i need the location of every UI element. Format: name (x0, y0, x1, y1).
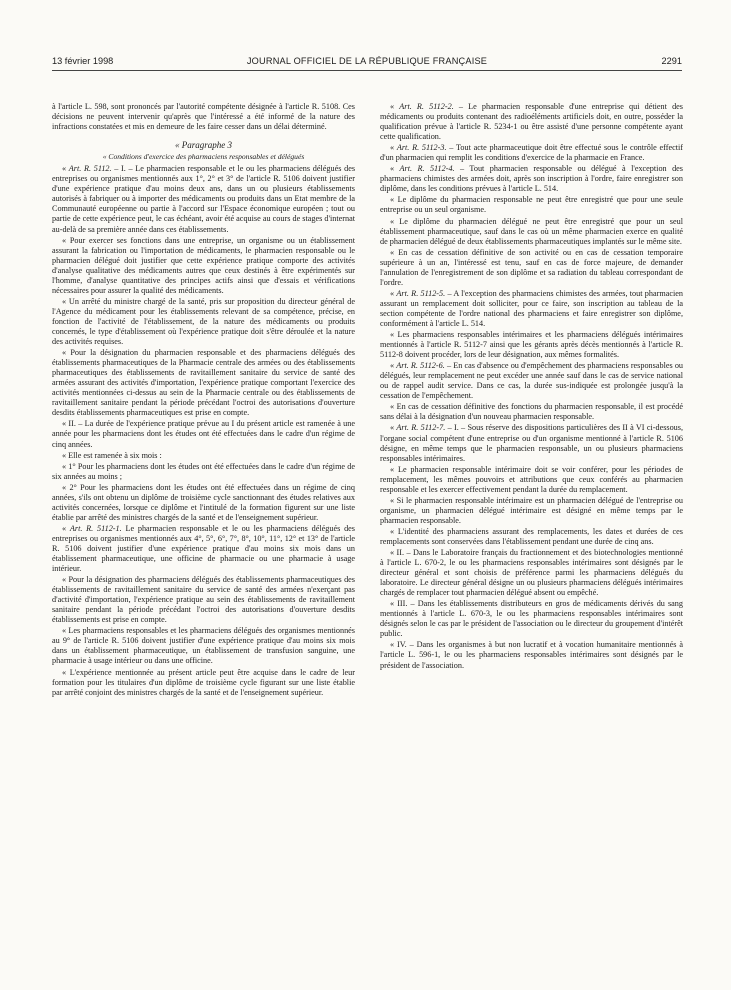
paragraph: à l'article L. 598, sont prononcés par l'autorité compétente désignée à l'article R. 5108. Ces décisions ne peuvent intervenir qu'après que l'intéressé a été informé de la nature des infractions constatées et mis en demeure de les faire cesser dans un délai déterminé. (52, 102, 355, 132)
paragraph: « Les pharmaciens responsables et les pharmaciens délégués des organismes mentionnés au 9° de l'article R. 5106 doivent justifier d'une expérience pratique d'au moins six mois dans un établissement pharmaceutique, un établissement de transfusion sanguine, une pharmacie à usage intérieur ou dans une officine. (52, 626, 355, 666)
article-text: Le pharmacien responsable et le ou les pharmaciens délégués des entreprises ou organismes mentionnés aux 4°, 5°, 6°, 7°, 8°, 10°, 11°, 12° et 13° de l'article R. 5106 doivent justifier d'une expérience pratique d'au moins six mois dans un établissement pharmaceutique, une officine de pharmacie ou une pharmacie à usage intérieur. (52, 523, 355, 574)
paragraph: « Le diplôme du pharmacien délégué ne peut être enregistré que pour un seul établissement pharmaceutique, sauf dans le cas où un même pharmacien exerce en qualité de pharmacien délégué de deux établissements pharmaceutiques implantés sur le même site. (380, 216, 683, 246)
quote-mark: « (62, 523, 70, 533)
article-text: – Le pharmacien responsable d'une entreprise qui détient des médicaments ou produits contenant des radioéléments artificiels doit, en outre, posséder la qualification prévue à l'article R. 5234-1 ou être assisté d'une personne compétente ayant cette qualification. (380, 102, 683, 142)
section-title: « Paragraphe 3 (175, 140, 232, 151)
page-number: 2291 (661, 56, 682, 66)
left-column (52, 102, 355, 699)
article-reference: Art. R. 5112-7. (396, 423, 446, 433)
article-reference: Art. R. 5112-5. (396, 288, 446, 298)
article-reference: Art. R. 5112-1. (69, 523, 122, 533)
paragraph: « Les pharmaciens responsables intérimaires et les pharmaciens délégués intérimaires mentionnés à l'article R. 5112-7 ainsi que les gérants après décès mentionnés à l'article R. 5112-8 doivent procéder, lors de leur désignation, aux mêmes formalités. (380, 330, 683, 360)
page-header (52, 54, 682, 71)
paragraph: « II. – Dans le Laboratoire français du fractionnement et des biotechnologies mentionné à l'article L. 670-2, le ou les pharmaciens responsables intérimaires sont désignés par le directeur général et sont choisis de préférence parmi les pharmaciens délégués du laboratoire. Le directeur général désigne un ou plusieurs pharmaciens délégués intérimaires chargés de remplacer tout pharmacien délégué absent ou empêché. (380, 548, 683, 598)
paragraph: « II. – La durée de l'expérience pratique prévue au I du présent article est ramenée à une année pour les pharmaciens dont les études ont été effectuées dans le cadre d'un régime de cinq années. (52, 419, 355, 449)
paragraph: « Elle est ramenée à six mois : (62, 450, 162, 460)
paragraph (380, 289, 683, 329)
paragraph (52, 524, 355, 574)
section-subtitle: « Conditions d'exercice des pharmaciens responsables et délégués (102, 152, 305, 162)
quote-mark: « (390, 102, 400, 111)
article-text: – A l'exception des pharmaciens chimistes des armées, tout pharmacien assurant un remplacement doit solliciter, pour ce faire, son inscription au tableau de la section compétente de l'ordre national des pharmaciens et faire enregistrer son diplôme, conformément à l'article L. 514. (380, 288, 683, 328)
article-text: – Tout acte pharmaceutique doit être effectué sous le contrôle effectif d'un pharmacien qui remplit les conditions d'exercice de la pharmacie en France. (380, 143, 683, 163)
paragraph: « 2° Pour les pharmaciens dont les études ont été effectuées dans un régime de cinq années, s'ils ont obtenu un diplôme de troisième cycle sanctionnant des études relatives aux activités concernées, lorsque ce diplôme et l'intitulé de la formation figurent sur une liste établie par arrêté des ministres chargés de la santé et de l'enseignement supérieur. (52, 482, 355, 522)
paragraph: « L'expérience mentionnée au présent article peut être acquise dans le cadre de leur formation pour les titulaires d'un diplôme de troisième cycle figurant sur une liste établie par arrêté conjoint des ministres chargés de la santé et de l'enseignement supérieur. (52, 667, 355, 697)
paragraph: « Le diplôme du pharmacien responsable ne peut être enregistré que pour une seule entreprise ou un seul organisme. (380, 195, 683, 215)
paragraph: « Pour la désignation des pharmaciens délégués des établissements pharmaceutiques des établissements de ravitaillement sanitaire du service de santé des armées n'exerçant pas d'activité d'importation, l'expérience pratique au sein des établissements de ravitaillement sanitaire pendant la période précédant l'octroi des autorisations d'ouverture desdits établissements est prise en compte. (52, 575, 355, 625)
issue-date: 13 février 1998 (52, 56, 114, 66)
quote-mark: « (390, 423, 397, 433)
paragraph (380, 102, 683, 142)
paragraph: « L'identité des pharmaciens assurant des remplacements, les dates et durées de ces remplacements sont conservées dans l'établissement pendant une durée de cinq ans. (380, 526, 683, 546)
article-text: – I. – Sous réserve des dispositions particulières des II à VI ci-dessous, l'organe social compétent d'une entreprise ou d'un organisme mentionné à l'article R. 5106 désigne, en même temps que le pharmacien responsable, un ou plusieurs pharmaciens responsables intérimaires. (380, 423, 683, 463)
quote-mark: « (390, 164, 400, 174)
paragraph: « En cas de cessation définitive de son activité ou en cas de cessation temporaire supérieure à un an, l'intéressé est tenu, sauf en cas de force majeure, de demander l'annulation de l'enregistrement de son diplôme et sa radiation du tableau correspondant de l'ordre. (380, 247, 683, 287)
paragraph (380, 423, 683, 463)
quote-mark: « (62, 164, 69, 174)
paragraph (52, 164, 355, 234)
paragraph: « Pour exercer ses fonctions dans une entreprise, un organisme ou un établissement assurant la fabrication ou l'importation de médicaments, le pharmacien responsable ou le pharmacien délégué doit justifier que cette expérience pratique comporte des activités d'analyse qualitative des médicaments autres que ceux destinés à être expérimentés sur l'homme, d'analyse quantitative des principes actifs ainsi que d'essais et vérifications nécessaires pour assurer la qualité des médicaments. (52, 235, 355, 295)
quote-mark: « (390, 288, 397, 298)
article-text: – I. – Le pharmacien responsable et le ou les pharmaciens délégués des entreprises ou organismes mentionnés aux 1°, 2° et 3° de l'article R. 5106 doivent justifier d'une expérience pratique d'au moins deux ans, dans un ou plusieurs établissements autorisés à fabriquer ou à importer des médicaments ou produits dans un Etat membre de la Communauté européenne ou partie à l'accord sur l'Espace économique européen ; tout ou partie de cette expérience peut, le cas échéant, avoir été acquise au cours de stages d'internat au-delà de sa première année dans ces établissements. (52, 164, 356, 234)
paragraph: « Pour la désignation du pharmacien responsable et des pharmaciens délégués des établissements pharmaceutiques de la Pharmacie centrale des armées ou des établissements pharmaceutiques des établissements de ravitaillement sanitaire du service de santé des armées assurant des activités d'importation, l'expérience pratique comportant l'exercice des activités mentionnées ci-dessus au sein de la Pharmacie centrale ou des établissements de ravitaillement sanitaire pendant la période précédant l'octroi des autorisations d'ouverture desdits établissements pharmaceutiques est prise en compte. (52, 348, 355, 418)
paragraph: « IV. – Dans les organismes à but non lucratif et à vocation humanitaire mentionnés à l'article L. 596-1, le ou les pharmaciens responsables intérimaires sont désignés par le président de l'association. (380, 640, 683, 670)
right-column (380, 102, 683, 672)
article-reference: Art. R. 5112. (68, 164, 112, 174)
quote-mark: « (390, 361, 397, 371)
paragraph: « Si le pharmacien responsable intérimaire est un pharmacien délégué de l'entreprise ou organisme, un pharmacien délégué intérimaire est désigné en même temps par le pharmacien responsable. (380, 495, 683, 525)
article-reference: Art. R. 5112-2. (399, 102, 454, 111)
paragraph (380, 164, 683, 194)
paragraph: « 1° Pour les pharmaciens dont les études ont été effectuées dans le cadre d'un régime de six années au moins ; (52, 461, 355, 481)
article-reference: Art. R. 5112-6. (396, 361, 445, 371)
article-text: – Tout pharmacien responsable ou délégué à l'exception des pharmaciens chimistes des armées doit, après son inscription à l'ordre, faire enregistrer son diplôme, dans les conditions prévues à l'article L. 514. (380, 164, 683, 194)
paragraph (380, 361, 683, 401)
article-reference: Art. R. 5112-4. (399, 164, 455, 174)
paragraph (380, 143, 683, 163)
paragraph: « Le pharmacien responsable intérimaire doit se voir conférer, pour les périodes de remplacement, les mêmes pouvoirs et attributions que ceux conférés au pharmacien responsable et les exercer effectivement pendant la durée du remplacement. (380, 464, 683, 494)
paragraph: « III. – Dans les établissements distributeurs en gros de médicaments dérivés du sang mentionnés à l'article L. 670-3, le ou les pharmaciens responsables intérimaires sont désignés selon le cas par le président de l'association ou le directeur du groupement d'intérêt public. (380, 599, 683, 639)
article-text: – En cas d'absence ou d'empêchement des pharmaciens responsables ou délégués, leur remplacement ne peut excéder une année sauf dans le cas de service national ou de rappel audit service. Dans ce cas, la durée sus-indiquée est prolongée jusqu'à la cessation de l'empêchement. (380, 361, 684, 401)
paragraph: « En cas de cessation définitive des fonctions du pharmacien responsable, il est procédé sans délai à la désignation d'un nouveau pharmacien responsable. (380, 402, 683, 422)
article-reference: Art. R. 5112-3. (396, 143, 447, 153)
paragraph: « Un arrêté du ministre chargé de la santé, pris sur proposition du directeur général de l'Agence du médicament pour les établissements relevant de sa compétence, précise, en fonction de l'activité de l'établissement, de la nature des médicaments ou produits concernés, le type d'établissement où l'expérience pratique doit s'être déroulée et la nature des activités requises. (52, 296, 355, 347)
journal-title: JOURNAL OFFICIEL DE LA RÉPUBLIQUE FRANÇAISE (246, 56, 488, 66)
quote-mark: « (390, 143, 397, 153)
